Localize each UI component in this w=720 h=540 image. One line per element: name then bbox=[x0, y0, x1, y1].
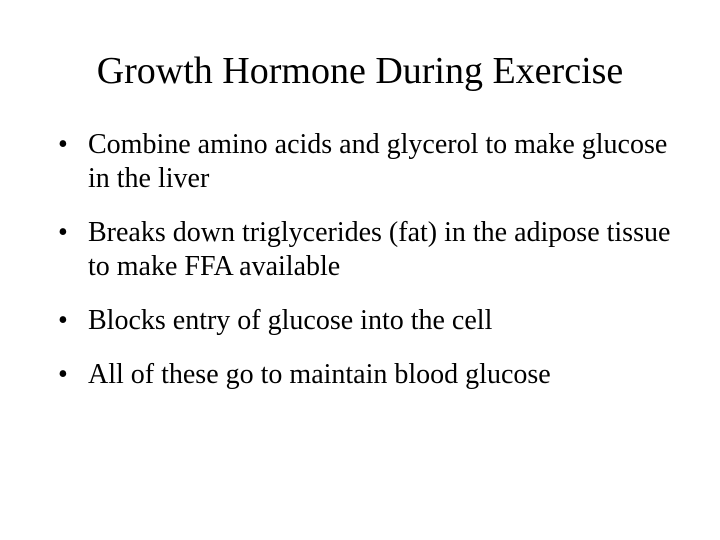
bullet-text: Combine amino acids and glycerol to make glucose in the liver bbox=[88, 129, 668, 194]
bullet-icon: • bbox=[58, 359, 68, 390]
bullet-icon: • bbox=[58, 217, 68, 248]
bullet-text: Breaks down triglycerides (fat) in the adipose tissue to make FFA available bbox=[88, 217, 671, 282]
bullet-item bbox=[58, 128, 678, 196]
bullet-text: Blocks entry of glucose into the cell bbox=[88, 305, 493, 336]
slide-title: Growth Hormone During Exercise bbox=[96, 50, 624, 92]
bullet-icon: • bbox=[58, 305, 68, 336]
bullet-list bbox=[58, 128, 678, 412]
bullet-item bbox=[58, 358, 678, 392]
bullet-item bbox=[58, 216, 678, 284]
bullet-icon: • bbox=[58, 129, 68, 160]
bullet-item bbox=[58, 304, 678, 338]
bullet-text: All of these go to maintain blood glucose bbox=[88, 359, 551, 390]
